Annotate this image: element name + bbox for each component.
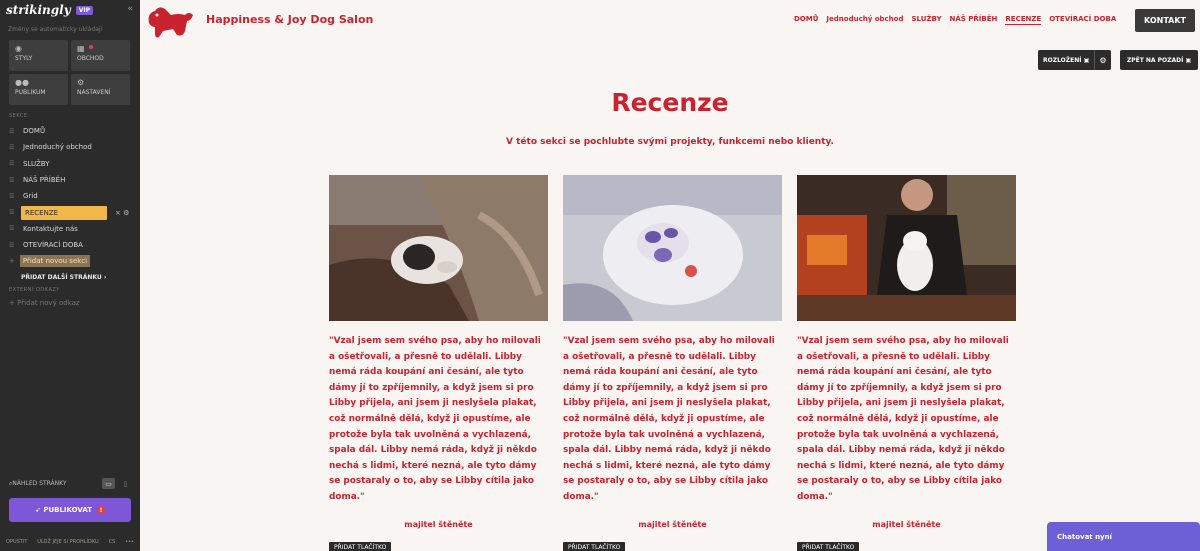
page-label: Grid bbox=[23, 192, 38, 201]
search-icon: ⌕ bbox=[9, 479, 13, 487]
sidebar-item-story[interactable] bbox=[0, 172, 140, 188]
desktop-icon[interactable]: ▭ bbox=[102, 478, 115, 489]
drag-handle-icon[interactable]: ☰ bbox=[9, 160, 15, 168]
review-quote[interactable]: "Vzal jsem sem svého psa, aby ho milovali a ošetřovali, a přesně to udělali. Libby nemá ráda koupání ani česání, ale tyto dámy jí to zpříjemnily, a když jsem si pro Libby přijela, ani jsem ji neslyšela plakat, což normálně dělá, když ji opustíme, ale protože byla tak uvolněná a vychlazená, spala dál. Libby nemá ráda, když ji někdo nechá s lidmi, které nezná, ale tyto dámy se postaraly o to, aby se Libby cítila jako doma." bbox=[329, 336, 541, 502]
add-page-button[interactable]: PŘIDAT DALŠÍ STRÁNKU › bbox=[21, 273, 107, 281]
nav-link-services[interactable]: SLUŽBY bbox=[911, 15, 942, 23]
more-icon[interactable]: ••• bbox=[125, 539, 134, 545]
preview-row bbox=[9, 478, 132, 489]
review-photo-groomer[interactable] bbox=[797, 175, 1016, 321]
drag-handle-icon[interactable]: ☰ bbox=[9, 209, 15, 217]
tile-label: OBCHOD bbox=[77, 55, 104, 62]
page-label: Kontaktujte nás bbox=[23, 224, 78, 233]
sidebar-item-shop[interactable] bbox=[0, 139, 140, 155]
drag-handle-icon[interactable]: ☰ bbox=[9, 225, 15, 233]
add-section-button[interactable] bbox=[0, 253, 140, 269]
palette-icon: ◉ bbox=[15, 44, 22, 53]
sidebar-item-reviews[interactable] bbox=[0, 204, 140, 220]
vip-badge: VIP bbox=[76, 6, 93, 15]
nav-link-reviews[interactable]: RECENZE bbox=[1005, 15, 1042, 23]
layout-label: ROZLOŽENÍ bbox=[1043, 56, 1082, 64]
layout-button[interactable] bbox=[1038, 50, 1111, 70]
preview-label[interactable]: NÁHLED STRÁNKY bbox=[12, 480, 67, 487]
section-subheading[interactable]: V této sekci se pochlubte svými projekty, funkcemi nebo klienty. bbox=[506, 137, 834, 147]
sidebar-item-contact[interactable] bbox=[0, 221, 140, 237]
language-button[interactable]: CS bbox=[108, 539, 116, 545]
page-label: Jednoduchý obchod bbox=[23, 143, 92, 152]
gear-icon[interactable]: ⚙ bbox=[1094, 50, 1111, 70]
autosave-status: Změny se automaticky ukládají bbox=[8, 26, 103, 33]
page-label: DOMŮ bbox=[23, 127, 46, 136]
close-icon[interactable]: × bbox=[115, 208, 121, 217]
cart-icon: ▦ bbox=[77, 44, 85, 53]
layout-icon: ▣ bbox=[1083, 56, 1090, 64]
drag-handle-icon[interactable]: ☰ bbox=[9, 241, 15, 249]
add-section-label: Přidat novou sekci bbox=[20, 255, 90, 267]
drag-handle-icon[interactable]: ☰ bbox=[9, 143, 15, 151]
notification-dot bbox=[89, 45, 93, 49]
plus-icon: + bbox=[9, 257, 15, 266]
add-link-button[interactable]: + Přidat nový odkaz bbox=[9, 299, 80, 308]
nav-links bbox=[794, 15, 1116, 25]
site-preview bbox=[140, 0, 1200, 551]
page-label: OTEVÍRACÍ DOBA bbox=[23, 241, 83, 250]
sidebar-header bbox=[0, 0, 140, 20]
review-author[interactable]: majitel štěněte bbox=[872, 520, 941, 529]
external-links-label: EXTERNÍ ODKAZY bbox=[9, 287, 60, 294]
tile-label: STYLY bbox=[15, 55, 33, 62]
strikingly-logo: strikingly bbox=[6, 3, 71, 17]
review-photo-paw[interactable] bbox=[563, 175, 782, 321]
tile-styles[interactable] bbox=[9, 40, 68, 71]
page-list bbox=[0, 123, 140, 253]
sidebar-item-grid[interactable] bbox=[0, 188, 140, 204]
page-label: NÁŠ PŘÍBĚH bbox=[23, 176, 66, 185]
page-label: SLUŽBY bbox=[23, 159, 50, 168]
tile-audience[interactable] bbox=[9, 74, 68, 105]
add-button[interactable]: PŘIDAT TLAČÍTKO bbox=[329, 542, 391, 551]
review-card bbox=[329, 175, 548, 551]
back-to-background-button[interactable] bbox=[1120, 50, 1198, 70]
review-photo-puppy[interactable] bbox=[329, 175, 548, 321]
drag-handle-icon[interactable]: ☰ bbox=[9, 192, 15, 200]
tile-settings[interactable] bbox=[71, 74, 130, 105]
dog-logo-icon[interactable] bbox=[145, 1, 195, 41]
nav-link-home[interactable]: DOMŮ bbox=[794, 15, 819, 23]
gear-icon[interactable]: ⚙ bbox=[123, 208, 130, 217]
section-heading[interactable]: Recenze bbox=[611, 88, 729, 117]
people-icon: ●● bbox=[15, 78, 29, 87]
drag-handle-icon[interactable]: ☰ bbox=[9, 127, 15, 135]
sidebar-item-hours[interactable] bbox=[0, 237, 140, 253]
review-quote[interactable]: "Vzal jsem sem svého psa, aby ho milovali a ošetřovali, a přesně to udělali. Libby nemá ráda koupání ani česání, ale tyto dámy jí to zpříjemnily, a když jsem si pro Libby přijela, ani jsem ji neslyšela plakat, což normálně dělá, když ji opustíme, ale protože byla tak uvolněná a vychlazená, spala dál. Libby nemá ráda, když ji někdo nechá s lidmi, které nezná, ale tyto dámy se postaraly o to, aby se Libby cítila jako doma." bbox=[797, 336, 1009, 502]
publish-button[interactable] bbox=[9, 498, 131, 522]
add-button[interactable]: PŘIDAT TLAČÍTKO bbox=[563, 542, 625, 551]
review-quote[interactable]: "Vzal jsem sem svého psa, aby ho milovali a ošetřovali, a přesně to udělali. Libby nemá ráda koupání ani česání, ale tyto dámy jí to zpříjemnily, a když jsem si pro Libby přijela, ani jsem ji neslyšela plakat, což normálně dělá, když ji opustíme, ale protože byla tak uvolněná a vychlazená, spala dál. Libby nemá ráda, když ji někdo nechá s lidmi, které nezná, ale tyto dámy se postaraly o to, aby se Libby cítila jako doma." bbox=[563, 336, 775, 502]
sidebar-item-services[interactable] bbox=[0, 156, 140, 172]
chat-widget-button[interactable]: Chatovat nyní bbox=[1047, 522, 1200, 551]
sidebar-item-home[interactable] bbox=[0, 123, 140, 139]
sidebar-footer bbox=[0, 533, 140, 551]
gear-icon: ⚙ bbox=[77, 78, 85, 87]
review-author[interactable]: majitel štěněte bbox=[638, 520, 707, 529]
brand-name[interactable]: Happiness & Joy Dog Salon bbox=[206, 13, 374, 26]
editor-sidebar bbox=[0, 0, 140, 551]
contact-button[interactable]: KONTAKT bbox=[1135, 9, 1195, 32]
sections-label: SEKCE bbox=[9, 113, 28, 119]
alert-badge: ! bbox=[97, 506, 105, 514]
nav-link-hours[interactable]: OTEVÍRACÍ DOBA bbox=[1049, 15, 1117, 23]
tile-label: PUBLIKUM bbox=[15, 89, 46, 96]
page-label: RECENZE bbox=[21, 206, 107, 220]
exit-button[interactable]: OPUSTIT bbox=[6, 539, 28, 545]
back-bg-label: ZPĚT NA POZADÍ bbox=[1126, 56, 1184, 64]
nav-link-shop[interactable]: Jednoduchý obchod bbox=[826, 15, 904, 23]
review-author[interactable]: majitel štěněte bbox=[404, 520, 473, 529]
section-tools bbox=[115, 209, 129, 217]
tile-label: NASTAVENÍ bbox=[77, 89, 111, 96]
tour-button[interactable]: ULOŽ JEJE SI PROHLÍDKU bbox=[37, 539, 99, 545]
mobile-icon[interactable]: ▯ bbox=[123, 479, 128, 488]
review-card bbox=[563, 175, 782, 551]
review-card bbox=[797, 175, 1016, 551]
tile-store[interactable] bbox=[71, 40, 130, 71]
image-icon: ▣ bbox=[1185, 56, 1192, 64]
publish-label: PUBLIKOVAT bbox=[43, 506, 92, 514]
nav-link-story[interactable]: NÁŠ PŘÍBĚH bbox=[949, 15, 998, 23]
double-chevron-left-icon[interactable]: « bbox=[127, 4, 133, 14]
drag-handle-icon[interactable]: ☰ bbox=[9, 176, 15, 184]
sidebar-tiles bbox=[0, 40, 140, 105]
rocket-icon: ➶ bbox=[35, 506, 44, 514]
site-navbar bbox=[140, 0, 1200, 42]
add-button[interactable]: PŘIDAT TLAČÍTKO bbox=[797, 542, 859, 551]
